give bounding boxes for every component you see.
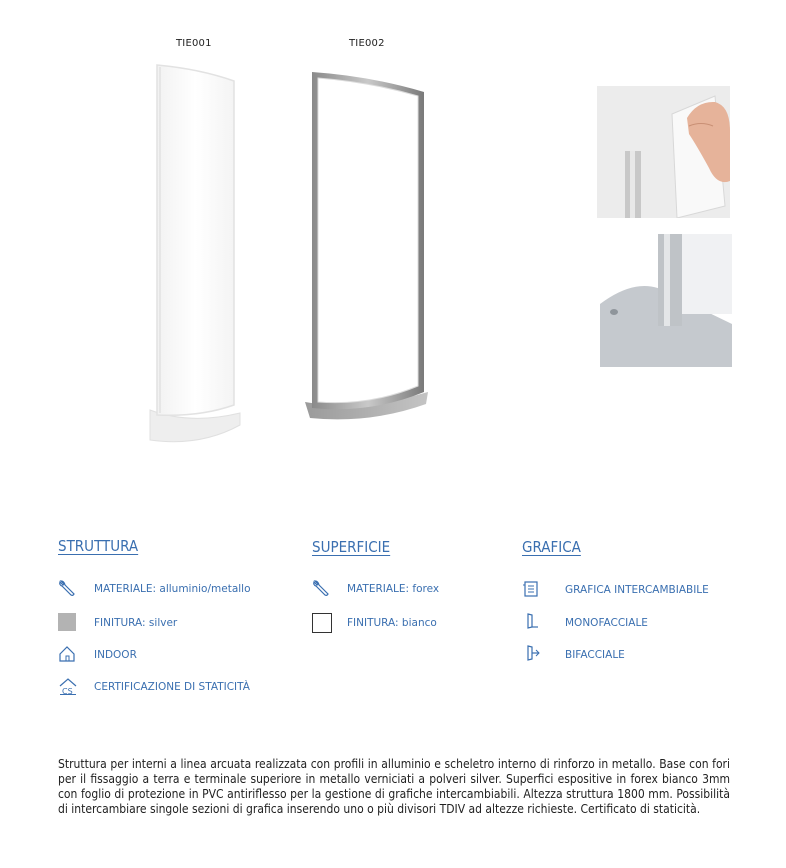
silver-swatch-icon: [58, 613, 76, 631]
white-swatch-icon: [312, 613, 332, 633]
section-title-grafica: GRAFICA: [522, 538, 581, 556]
product-image-tie002: [300, 62, 435, 427]
indoor-house-icon: [58, 645, 76, 663]
detail-photo-base: [600, 234, 732, 367]
single-panel-icon: [524, 612, 542, 630]
product-code-tie001: TIE001: [176, 38, 212, 49]
struttura-materiale: MATERIALE: alluminio/metallo: [94, 583, 251, 595]
product-code-tie002: TIE002: [349, 38, 385, 49]
grafica-bifacciale: BIFACCIALE: [565, 649, 625, 661]
struttura-indoor: INDOOR: [94, 649, 137, 661]
svg-text:CS: CS: [62, 687, 73, 695]
superficie-materiale: MATERIALE: forex: [347, 583, 440, 595]
struttura-certificazione: CERTIFICAZIONE DI STATICITÀ: [94, 681, 250, 693]
double-panel-icon: [524, 644, 542, 662]
cs-certificate-icon: [58, 677, 78, 695]
section-title-superficie: SUPERFICIE: [312, 538, 391, 556]
wrench-icon: [312, 579, 330, 597]
detail-photo-graphic-change: [597, 86, 730, 218]
section-title-struttura: STRUTTURA: [58, 537, 139, 555]
struttura-finitura: FINITURA: silver: [94, 617, 178, 629]
stacked-sheets-icon: [522, 580, 540, 598]
product-description: Struttura per interni a linea arcuata realizzata con profili in alluminio e scheletro interno di rinforzo in metallo. Base con fori per il fissaggio a terra e terminale superiore in metallo verniciati a polveri silver. Superfici espositive in forex bianco 3mm con foglio di protezione in PVC antiriflesso per la gestione di grafiche intercambiabili. Altezza struttura 1800 mm. Possibilità di intercambiare singole sezioni di grafica inserendo uno o più divisori TDIV ad altezze richieste. Certificato di staticità.: [58, 757, 730, 816]
grafica-monofacciale: MONOFACCIALE: [565, 617, 648, 629]
grafica-intercambiabile: GRAFICA INTERCAMBIABILE: [565, 584, 709, 596]
superficie-finitura: FINITURA: bianco: [347, 617, 437, 629]
product-image-tie001: [130, 55, 260, 455]
wrench-icon: [58, 579, 76, 597]
